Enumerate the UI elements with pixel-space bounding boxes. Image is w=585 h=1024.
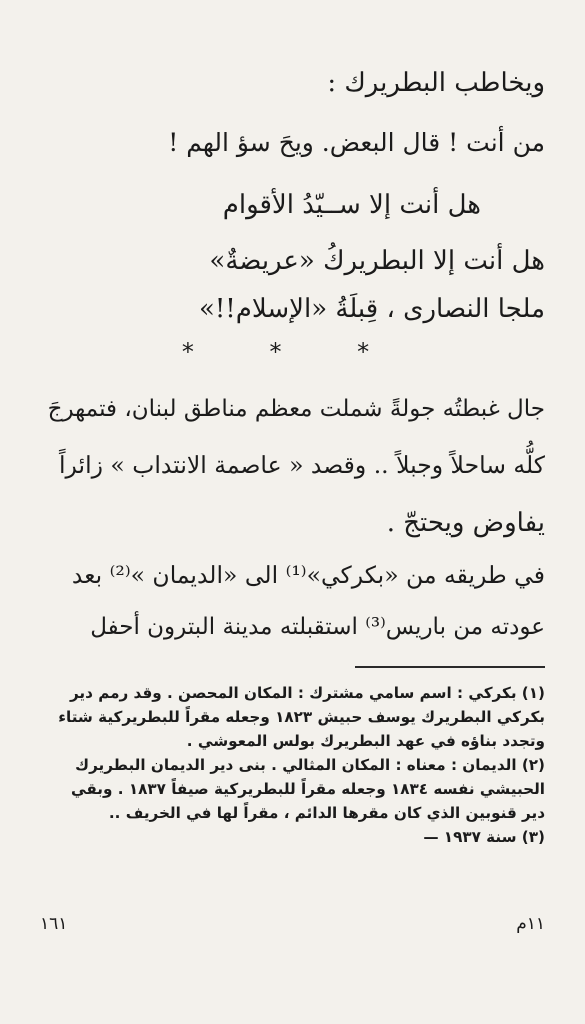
body-line-7: كلُّه ساحلاً وجبلاً .. وقصد « عاصمة الانتداب » زائراً	[59, 451, 545, 479]
footnote-line-4: (٢) الديمان : معناه : المكان المثالي . بنى دير الديمان البطريرك	[75, 756, 545, 774]
body-line-8: يفاوض ويحتجّ .	[386, 508, 545, 538]
body-line-10: عودته من باريس⁽³⁾ استقبلته مدينة البترون أحفل	[90, 614, 545, 640]
poem-line-2: هل أنت إلا البطريركُ «عريضةٌ»	[209, 246, 545, 276]
footnote-line-7: (٣) سنة ١٩٣٧ —	[423, 828, 545, 846]
footnote-rule	[355, 666, 545, 668]
footnote-line-1: (١) بكركي : اسم سامي مشترك : المكان المحصن . وقد رمم دير	[69, 684, 545, 702]
footnote-line-3: وتجدد بناؤه في عهد البطريرك بولس المعوشي .	[186, 732, 545, 750]
footnote-line-2: بكركي البطريرك يوسف حبيش ١٨٢٣ وجعله مقراً للبطريركية شتاء	[58, 708, 545, 726]
page-number: ١٦١	[40, 914, 68, 934]
body-line-2: من أنت ! قال البعض. ويحَ سؤ الهم !	[168, 128, 545, 157]
body-line-9: في طريقه من «بكركي»⁽¹⁾ الى «الديمان »⁽²⁾ بعد	[71, 561, 545, 589]
footnote-line-6: دير قنوبين الذي كان مقرها الدائم ، مقراً لها في الخريف ..	[108, 804, 545, 822]
poem-line-1: هل أنت إلا ســيّدُ الأقوام	[222, 190, 481, 220]
poem-line-3: ملجا النصارى ، قِبلَةُ «الإسلام!!»	[198, 294, 545, 324]
body-line-1: ويخاطب البطريرك :	[327, 68, 545, 98]
body-line-6: جال غبطتُه جولةً شملت معظم مناطق لبنان، فتمهرجَ	[47, 396, 545, 422]
section-separator: * * *	[181, 338, 404, 366]
footnote-line-5: الحبيشي نفسه ١٨٣٤ وجعله مقراً للبطريركية صيفاً ١٨٣٧ . وبقي	[71, 780, 545, 798]
signature-mark: ١١م	[516, 914, 545, 934]
